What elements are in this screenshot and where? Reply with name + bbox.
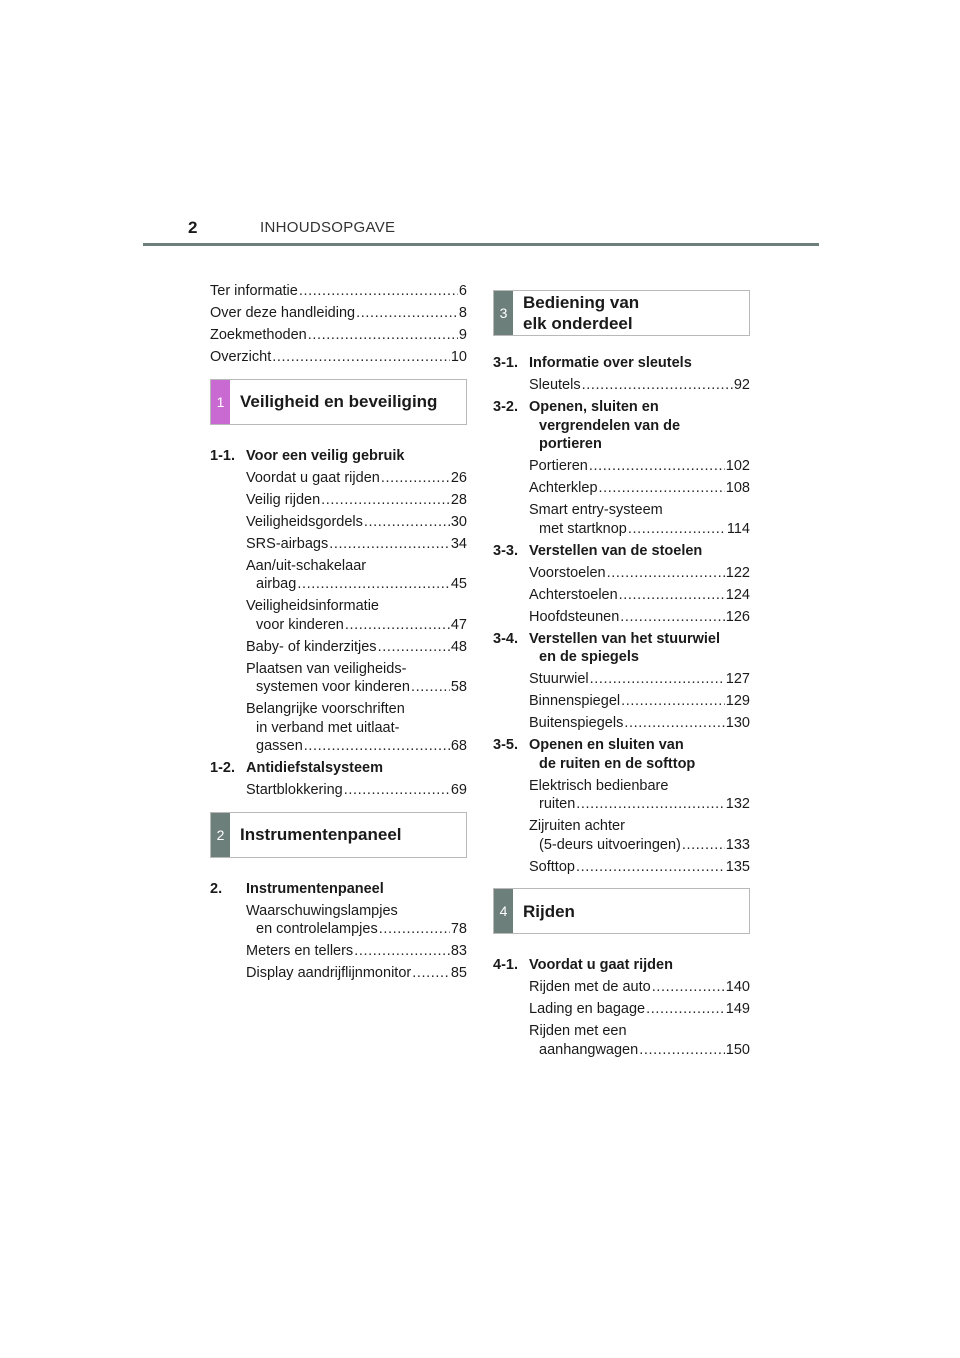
section-heading[interactable]: 1-2. Antidiefstalsysteem xyxy=(210,760,383,776)
toc-entry[interactable]: voor kinderen ..... 47 xyxy=(210,616,467,635)
chapter-3-title: Bediening van elk onderdeel xyxy=(523,293,640,333)
chapter-3-tab: 3 xyxy=(494,291,513,335)
chapter-4-tab: 4 xyxy=(494,889,513,933)
toc-entry[interactable]: gassen ..... 68 xyxy=(210,737,467,756)
toc-entry[interactable]: Voordat u gaat rijden ..... 26 xyxy=(210,469,467,488)
toc-entry[interactable]: Voorstoelen ..... 122 xyxy=(493,564,750,583)
section-heading[interactable]: 3-4. Verstellen van het stuurwiel en de spiegels xyxy=(493,630,720,665)
toc-entry[interactable]: Portieren ..... 102 xyxy=(493,457,750,476)
section-heading[interactable]: 3-5. Openen en sluiten van de ruiten en de softtop xyxy=(493,737,696,772)
toc-entry-line: Belangrijke voorschriften xyxy=(246,701,405,717)
toc-entry-line: Rijden met een xyxy=(529,1023,627,1039)
toc-entry-line: Aan/uit-schakelaar xyxy=(246,557,367,574)
section-heading[interactable]: 3-2. Openen, sluiten en vergrendelen van de portieren xyxy=(493,399,681,452)
toc-entry[interactable]: Lading en bagage ..... 149 xyxy=(493,1000,750,1019)
header-title: INHOUDSOPGAVE xyxy=(260,219,396,236)
section-heading[interactable]: 3-3. Verstellen van de stoelen xyxy=(493,542,703,559)
chapter-1-heading[interactable] xyxy=(210,379,467,425)
chapter-4-heading[interactable] xyxy=(493,888,750,934)
toc-right-column xyxy=(493,282,750,1063)
chapter-3-heading[interactable] xyxy=(493,290,750,336)
section-heading[interactable]: 1-1. Voor een veilig gebruik xyxy=(210,447,405,464)
toc-entry[interactable]: Ter informatie ..... 6 xyxy=(210,282,467,301)
toc-left-column xyxy=(210,282,467,986)
toc-entry-line: Veiligheidsinformatie xyxy=(246,598,379,614)
toc-entry[interactable]: Veilig rijden ..... 28 xyxy=(210,491,467,510)
toc-entry[interactable]: Overzicht ..... 10 xyxy=(210,348,467,367)
toc-entry-line: Zijruiten achter xyxy=(529,818,625,834)
toc-entry[interactable]: Binnenspiegel ..... 129 xyxy=(493,692,750,711)
toc-entry[interactable]: aanhangwagen ..... 150 xyxy=(493,1041,750,1060)
toc-entry-line: Elektrisch bedienbare xyxy=(529,777,669,794)
toc-entry[interactable]: Display aandrijflijnmonitor ..... 85 xyxy=(210,964,467,983)
toc-entry-line: Smart entry-systeem xyxy=(529,502,663,518)
toc-entry[interactable]: (5-deurs uitvoeringen) ..... 133 xyxy=(493,836,750,855)
toc-entry[interactable]: Baby- of kinderzitjes ..... 48 xyxy=(210,638,467,657)
chapter-4-title: Rijden xyxy=(523,901,575,921)
toc-entry[interactable]: Over deze handleiding ..... 8 xyxy=(210,304,467,323)
toc-entry[interactable]: Meters en tellers ..... 83 xyxy=(210,942,467,961)
toc-entry[interactable]: Softtop ..... 135 xyxy=(493,858,750,877)
header-rule xyxy=(143,243,819,246)
section-heading[interactable]: 4-1. Voordat u gaat rijden xyxy=(493,957,673,973)
chapter-2-tab: 2 xyxy=(211,813,230,857)
toc-entry[interactable]: Zoekmethoden ..... 9 xyxy=(210,326,467,345)
chapter-1-title: Veiligheid en beveiliging xyxy=(240,392,438,411)
page-header xyxy=(143,216,819,246)
toc-entry[interactable]: Achterklep ..... 108 xyxy=(493,479,750,498)
toc-entry[interactable]: en controlelampjes ..... 78 xyxy=(210,920,467,939)
toc-entry[interactable]: Hoofdsteunen ..... 126 xyxy=(493,608,750,627)
section-heading[interactable]: 2. Instrumentenpaneel xyxy=(210,880,384,897)
toc-entry-line: Plaatsen van veiligheids- xyxy=(246,660,407,677)
toc-entry[interactable]: SRS-airbags ..... 34 xyxy=(210,535,467,554)
toc-entry[interactable]: Achterstoelen ..... 124 xyxy=(493,586,750,605)
chapter-2-title: Instrumentenpaneel xyxy=(240,825,402,844)
toc-entry-line: in verband met uitlaat- xyxy=(256,719,400,736)
toc-entry[interactable]: Sleutels ..... 92 xyxy=(493,376,750,395)
section-heading[interactable]: 3-1. Informatie over sleutels xyxy=(493,355,692,371)
toc-entry[interactable]: Startblokkering ..... 69 xyxy=(210,781,467,800)
page-number: 2 xyxy=(188,218,198,237)
toc-entry[interactable]: Rijden met de auto ..... 140 xyxy=(493,978,750,997)
chapter-2-heading[interactable] xyxy=(210,812,467,858)
toc-entry[interactable]: airbag ..... 45 xyxy=(210,575,467,594)
toc-entry[interactable]: ruiten ..... 132 xyxy=(493,795,750,814)
toc-entry[interactable]: Buitenspiegels ..... 130 xyxy=(493,714,750,733)
toc-entry[interactable]: Veiligheidsgordels ..... 30 xyxy=(210,513,467,532)
toc-entry[interactable]: met startknop ..... 114 xyxy=(493,520,750,539)
toc-entry-line: Waarschuwingslampjes xyxy=(246,902,398,919)
chapter-1-tab: 1 xyxy=(211,380,230,424)
toc-entry[interactable]: Stuurwiel ..... 127 xyxy=(493,670,750,689)
toc-entry[interactable]: systemen voor kinderen ..... 58 xyxy=(210,678,467,697)
